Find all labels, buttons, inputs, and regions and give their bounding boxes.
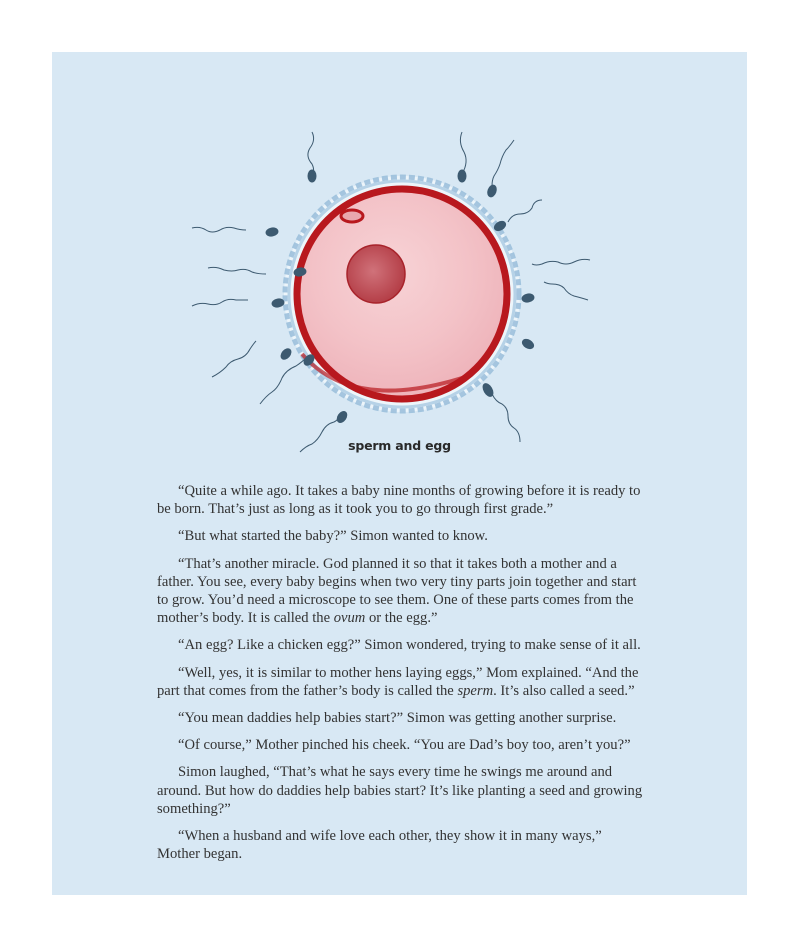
sperm-icon: [521, 282, 588, 350]
body-text: [157, 482, 644, 872]
sperm-and-egg-illustration: [182, 122, 622, 482]
egg-icon: [294, 186, 510, 402]
sperm-icon: [458, 132, 466, 182]
sperm-icon: [493, 200, 542, 232]
sperm-icon: [486, 140, 514, 198]
paragraph: “But what started the baby?” Simon wanted to know.: [178, 528, 488, 545]
paragraph: “That’s another miracle. God planned it so that it takes both a mother and a father. You see, every baby begins when two very tiny parts join together and start to grow. You’d need a microscope to see them. One of these parts comes from the mother’s body. It is called the ovum or the egg.”: [157, 555, 637, 627]
figure-caption: sperm and egg: [348, 438, 451, 453]
book-page: [52, 52, 747, 895]
paragraph: “You mean daddies help babies start?” Simon was getting another surprise.: [178, 710, 617, 727]
paragraph: “An egg? Like a chicken egg?” Simon wondered, trying to make sense of it all.: [178, 637, 641, 654]
paragraph: “Of course,” Mother pinched his cheek. “You are Dad’s boy too, aren’t you?”: [178, 737, 631, 754]
sperm-icon: [260, 353, 316, 404]
sperm-icon: [192, 298, 285, 308]
sperm-icon: [192, 227, 279, 237]
sperm-icon: [212, 341, 293, 377]
sperm-icon: [481, 382, 520, 442]
paragraph: “Quite a while ago. It takes a baby nine months of growing before it is ready to be born. That’s just as long as it took you to go through first grade.”: [157, 483, 641, 518]
paragraph: “When a husband and wife love each other, they show it in many ways,” Mother began.: [157, 828, 602, 863]
paragraph: “Well, yes, it is similar to mother hens laying eggs,” Mom explained. “And the part that comes from the father’s body is called the sperm. It’s also called a seed.”: [157, 664, 639, 699]
sperm-icon: [308, 132, 316, 182]
emphasis-ovum: ovum: [333, 610, 366, 627]
emphasis-sperm: sperm: [457, 682, 494, 699]
paragraph: Simon laughed, “That’s what he says every time he swings me around and around. But how do daddies help babies start? It’s like planting a seed and growing something?”: [157, 764, 643, 817]
sperm-icon: [521, 259, 590, 303]
